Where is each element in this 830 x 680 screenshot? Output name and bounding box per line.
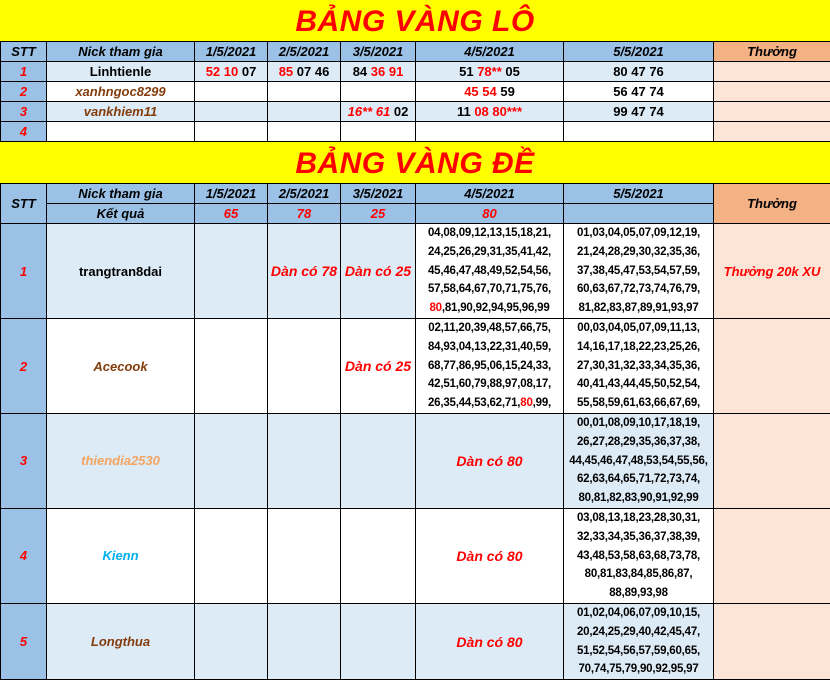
lo-cell-d2 — [268, 102, 341, 122]
de-row-nick: Kienn — [47, 508, 195, 603]
lo-cell-d5: 99 47 74 — [564, 102, 714, 122]
de-cell-d5: 01,02,04,06,07,09,10,15, 20,24,25,29,40,42,45,47, 51,52,54,56,57,59,60,65, 70,74,75,79,90,92,95,97 — [564, 603, 714, 679]
de-cell-d1 — [195, 508, 268, 603]
lo-header-d5: 5/5/2021 — [564, 42, 714, 62]
de-row-nick: thiendia2530 — [47, 414, 195, 509]
de-cell-d5: 03,08,13,18,23,28,30,31, 32,33,34,35,36,37,38,39, 43,48,53,58,63,68,73,78, 80,81,83,84,85,86,87, 88,89,93,98 — [564, 508, 714, 603]
lo-numbers: 07 — [238, 64, 256, 79]
lo-row-stt: 2 — [1, 82, 47, 102]
lo-cell-reward — [714, 102, 830, 122]
de-header-d4: 4/5/2021 — [416, 184, 564, 204]
de-result-d5 — [564, 204, 714, 224]
de-cell-d4: Dàn có 80 — [416, 603, 564, 679]
lo-cell-d2 — [268, 82, 341, 102]
de-header-d2: 2/5/2021 — [268, 184, 341, 204]
lo-title-banner — [0, 0, 830, 41]
de-cell-d2 — [268, 414, 341, 509]
de-cell-d5: 00,01,08,09,10,17,18,19, 26,27,28,29,35,36,37,38, 44,45,46,47,48,53,54,55,56, 62,63,64,65,71,72,73,74, 80,81,82,83,90,91,92,99 — [564, 414, 714, 509]
de-cell-d1 — [195, 603, 268, 679]
de-title-banner — [0, 142, 830, 183]
lo-cell-d5: 80 47 76 — [564, 62, 714, 82]
lo-numbers: 07 46 — [293, 64, 329, 79]
lo-header-nick: Nick tham gia — [47, 42, 195, 62]
de-cell-reward: Thưởng 20k XU — [714, 224, 830, 319]
lo-cell-d4 — [416, 102, 564, 122]
de-cell-d4: Dàn có 80 — [416, 414, 564, 509]
lo-row-3 — [1, 102, 830, 122]
de-header-d1: 1/5/2021 — [195, 184, 268, 204]
lo-row-nick: Linhtienle — [47, 62, 195, 82]
lo-numbers: 51 — [459, 64, 477, 79]
lo-cell-d1 — [195, 122, 268, 142]
de-row-nick: Longthua — [47, 603, 195, 679]
lo-cell-d1 — [195, 62, 268, 82]
de-cell-d3: Dàn có 25 — [341, 319, 416, 414]
de-cell-d5: 01,03,04,05,07,09,12,19, 21,24,28,29,30,32,35,36, 37,38,45,47,53,54,57,59, 60,63,67,72,73,74,76,79, 81,82,83,87,89,91,93,97 — [564, 224, 714, 319]
de-title: BẢNG VÀNG ĐỀ — [295, 147, 534, 180]
lo-title: BẢNG VÀNG LÔ — [295, 5, 534, 38]
de-header-d5: 5/5/2021 — [564, 184, 714, 204]
de-result-d4: 80 — [416, 204, 564, 224]
de-cell-d2 — [268, 603, 341, 679]
lo-red-numbers: 36 91 — [371, 64, 404, 79]
lo-row-nick — [47, 122, 195, 142]
lo-cell-d1 — [195, 82, 268, 102]
de-header-nick: Nick tham gia — [47, 184, 195, 204]
de-cell-reward — [714, 319, 830, 414]
lo-red-numbers: 16** 61 — [348, 104, 391, 119]
de-cell-d5: 00,03,04,05,07,09,11,13, 14,16,17,18,22,23,25,26, 27,30,31,32,33,34,35,36, 40,41,43,44,45,50,52,54, 55,58,59,61,63,66,67,69, — [564, 319, 714, 414]
lo-cell-d2 — [268, 122, 341, 142]
de-result-row — [1, 204, 830, 224]
de-row-1 — [1, 224, 830, 319]
de-numbers: 02,11,20,39,48,57,66,75, 84,93,04,13,22,31,40,59, 68,77,86,95,06,15,24,33, 42,51,60,79,88,97,08,17, 26,35,44,53,62,71, — [428, 322, 551, 409]
lo-header-row — [1, 42, 830, 62]
de-cell-reward — [714, 508, 830, 603]
lo-cell-d3 — [341, 102, 416, 122]
de-header-reward: Thưởng — [714, 184, 830, 224]
lo-row-nick: xanhngoc8299 — [47, 82, 195, 102]
de-red-number: 80 — [520, 397, 532, 409]
de-cell-d2: Dàn có 78 — [268, 224, 341, 319]
lo-cell-d5 — [564, 122, 714, 142]
de-row-stt: 4 — [1, 508, 47, 603]
de-header-stt: STT — [1, 184, 47, 224]
de-row-stt: 1 — [1, 224, 47, 319]
lo-row-nick: vankhiem11 — [47, 102, 195, 122]
lo-numbers: 02 — [390, 104, 408, 119]
de-header-d3: 3/5/2021 — [341, 184, 416, 204]
de-result-d3: 25 — [341, 204, 416, 224]
de-result-label: Kết quả — [47, 204, 195, 224]
lo-red-numbers: 52 10 — [206, 64, 239, 79]
de-table — [0, 183, 830, 680]
de-row-2 — [1, 319, 830, 414]
de-red-number: 80 — [429, 302, 441, 314]
lo-cell-d5: 56 47 74 — [564, 82, 714, 102]
lo-header-reward: Thưởng — [714, 42, 830, 62]
lo-numbers: 59 — [497, 84, 515, 99]
de-cell-d3 — [341, 414, 416, 509]
lo-table — [0, 41, 830, 142]
de-numbers: 04,08,09,12,13,15,18,21, 24,25,26,29,31,35,41,42, 45,46,47,48,49,52,54,56, 57,58,64,67,70,71,75,76, — [428, 227, 551, 295]
de-row-stt: 5 — [1, 603, 47, 679]
lo-header-d2: 2/5/2021 — [268, 42, 341, 62]
de-cell-d3: Dàn có 25 — [341, 224, 416, 319]
lo-numbers: 11 — [457, 104, 474, 119]
de-numbers: ,81,90,92,94,95,96,99 — [442, 302, 550, 314]
lo-header-d4: 4/5/2021 — [416, 42, 564, 62]
lo-header-stt: STT — [1, 42, 47, 62]
lo-cell-d2 — [268, 62, 341, 82]
lo-row-1 — [1, 62, 830, 82]
de-cell-d3 — [341, 603, 416, 679]
de-row-3 — [1, 414, 830, 509]
lo-cell-d1 — [195, 102, 268, 122]
lo-cell-d4 — [416, 82, 564, 102]
lo-header-d3: 3/5/2021 — [341, 42, 416, 62]
lo-cell-reward — [714, 62, 830, 82]
lo-cell-d3 — [341, 62, 416, 82]
de-cell-d4 — [416, 319, 564, 414]
de-header-row — [1, 184, 830, 204]
lo-cell-reward — [714, 82, 830, 102]
lo-numbers: 84 — [353, 64, 371, 79]
de-cell-d4: Dàn có 80 — [416, 508, 564, 603]
de-cell-d4 — [416, 224, 564, 319]
lo-row-stt: 3 — [1, 102, 47, 122]
de-cell-d2 — [268, 508, 341, 603]
de-cell-d1 — [195, 414, 268, 509]
de-row-nick: Acecook — [47, 319, 195, 414]
de-cell-d2 — [268, 319, 341, 414]
de-cell-d1 — [195, 319, 268, 414]
de-row-stt: 3 — [1, 414, 47, 509]
de-row-stt: 2 — [1, 319, 47, 414]
de-result-d1: 65 — [195, 204, 268, 224]
de-result-d2: 78 — [268, 204, 341, 224]
lo-row-4 — [1, 122, 830, 142]
lo-cell-d4 — [416, 62, 564, 82]
de-cell-reward — [714, 603, 830, 679]
de-numbers: ,99, — [533, 397, 551, 409]
lo-row-stt: 1 — [1, 62, 47, 82]
lo-red-numbers: 45 54 — [464, 84, 497, 99]
de-cell-reward — [714, 414, 830, 509]
lo-cell-d4 — [416, 122, 564, 142]
lo-row-stt: 4 — [1, 122, 47, 142]
de-row-5 — [1, 603, 830, 679]
lo-row-2 — [1, 82, 830, 102]
de-row-nick: trangtran8dai — [47, 224, 195, 319]
de-cell-d3 — [341, 508, 416, 603]
lo-red-numbers: 85 — [279, 64, 293, 79]
de-row-4 — [1, 508, 830, 603]
lo-cell-d3 — [341, 82, 416, 102]
lo-header-d1: 1/5/2021 — [195, 42, 268, 62]
de-cell-d1 — [195, 224, 268, 319]
lo-cell-reward — [714, 122, 830, 142]
lo-red-numbers: 78** — [477, 64, 502, 79]
lo-cell-d3 — [341, 122, 416, 142]
lo-red-numbers: 08 80*** — [474, 104, 522, 119]
lo-numbers: 05 — [502, 64, 520, 79]
